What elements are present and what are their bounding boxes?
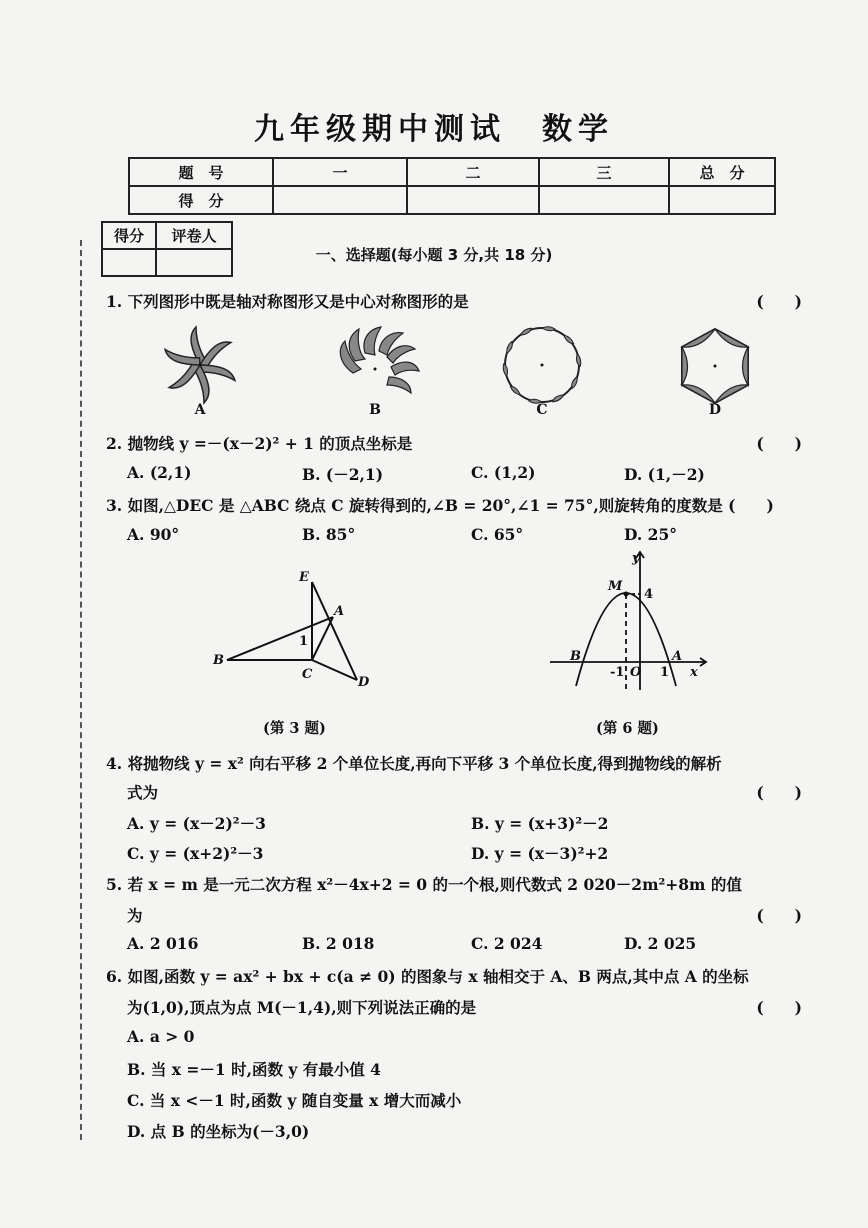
q1-figure-b — [325, 325, 425, 405]
question-4-stem-line2: 式为 — [127, 783, 159, 802]
q4-option-c: C. y = (x+2)²－3 — [127, 844, 264, 863]
section-heading: 一、选择题(每小题 3 分,共 18 分) — [315, 246, 553, 264]
q3-option-a: A. 90° — [127, 525, 180, 544]
score-cell — [407, 186, 539, 214]
exam-title: 九年级期中测试 数学 — [254, 112, 614, 147]
q6-option-c: C. 当 x <－1 时,函数 y 随自变量 x 增大而减小 — [127, 1091, 462, 1110]
q1-label-d: D — [708, 402, 722, 418]
q2-option-a: A. (2,1) — [127, 463, 192, 482]
q3-triangle-figure — [205, 565, 385, 695]
score-header-part2: 二 — [407, 158, 539, 186]
q6-option-b: B. 当 x =－1 时,函数 y 有最小值 4 — [127, 1060, 381, 1079]
fig6-tick-1: 1 — [660, 665, 670, 680]
q6-option-d: D. 点 B 的坐标为(－3,0) — [127, 1122, 310, 1141]
question-3-stem: 3. 如图,△DEC 是 △ABC 绕点 C 旋转得到的,∠B = 20°,∠1 = 75°,则旋转角的度数是 ( ) — [106, 496, 774, 515]
grader-score-label: 得分 — [102, 222, 156, 249]
fig6-tick-4: 4 — [644, 587, 654, 602]
fig6-x-axis-label: x — [690, 665, 698, 680]
score-header-part3: 三 — [539, 158, 669, 186]
fig6-point-a: A — [672, 649, 683, 664]
q1-figure-d — [665, 325, 765, 407]
answer-paren-1: ( ) — [756, 292, 802, 311]
question-1-stem: 1. 下列图形中既是轴对称图形又是中心对称图形的是 — [106, 292, 469, 311]
q3-option-d: D. 25° — [624, 525, 678, 544]
q3-option-c: C. 65° — [471, 525, 524, 544]
fig3-angle-1: 1 — [299, 634, 309, 649]
question-2-stem: 2. 抛物线 y =－(x－2)² + 1 的顶点坐标是 — [106, 434, 413, 453]
score-row-label: 得 分 — [129, 186, 273, 214]
q1-label-c: C — [536, 402, 548, 418]
score-header-total: 总 分 — [669, 158, 775, 186]
q5-option-d: D. 2 025 — [624, 934, 697, 953]
fig6-point-b: B — [570, 649, 581, 664]
q5-option-b: B. 2 018 — [302, 934, 375, 953]
fig3-point-e: E — [299, 570, 309, 585]
answer-paren-4: ( ) — [756, 783, 802, 802]
score-cell — [539, 186, 669, 214]
fig3-point-a: A — [334, 604, 345, 619]
q1-label-a: A — [194, 402, 206, 418]
question-6-stem-line1: 6. 如图,函数 y = ax² + bx + c(a ≠ 0) 的图象与 x 轴相交于 A、B 两点,其中点 A 的坐标 — [106, 967, 749, 986]
fig3-point-c: C — [302, 667, 313, 682]
q6-option-a: A. a > 0 — [127, 1027, 195, 1046]
answer-paren-2: ( ) — [756, 434, 802, 453]
fig6-vertex-m: M — [608, 579, 623, 594]
binding-dashed-line — [80, 240, 82, 1140]
q4-option-b: B. y = (x+3)²－2 — [471, 814, 609, 833]
q5-option-c: C. 2 024 — [471, 934, 543, 953]
q2-option-d: D. (1,－2) — [624, 465, 705, 484]
question-6-stem-line2: 为(1,0),顶点为点 M(－1,4),则下列说法正确的是 — [127, 998, 477, 1017]
score-header-item: 题 号 — [129, 158, 273, 186]
answer-paren-5: ( ) — [756, 906, 802, 925]
score-cell — [273, 186, 407, 214]
score-header-part1: 一 — [273, 158, 407, 186]
question-5-stem-line1: 5. 若 x = m 是一元二次方程 x²－4x+2 = 0 的一个根,则代数式 2 020－2m²+8m 的值 — [106, 875, 742, 894]
q4-option-d: D. y = (x－3)²+2 — [471, 844, 609, 863]
question-5-stem-line2: 为 — [127, 906, 143, 925]
q5-option-a: A. 2 016 — [127, 934, 199, 953]
fig6-tick-minus1: -1 — [610, 665, 625, 680]
q1-label-b: B — [369, 402, 381, 418]
q2-option-b: B. (－2,1) — [302, 465, 384, 484]
q4-option-a: A. y = (x－2)²－3 — [127, 814, 266, 833]
score-table — [128, 157, 776, 215]
answer-paren-6: ( ) — [756, 998, 802, 1017]
grader-name-label: 评卷人 — [156, 222, 232, 249]
fig3-point-d: D — [358, 675, 370, 690]
fig6-origin: O — [630, 665, 642, 680]
fig3-point-b: B — [213, 653, 224, 668]
fig3-caption: (第 3 题) — [263, 720, 326, 737]
q2-option-c: C. (1,2) — [471, 463, 536, 482]
q6-parabola-figure — [548, 550, 718, 695]
fig6-y-axis-label: y — [632, 551, 640, 566]
score-cell — [669, 186, 775, 214]
q3-option-b: B. 85° — [302, 525, 356, 544]
question-4-stem-line1: 4. 将抛物线 y = x² 向右平移 2 个单位长度,再向下平移 3 个单位长度,得到抛物线的解析 — [106, 754, 722, 773]
fig6-caption: (第 6 题) — [596, 720, 659, 737]
q1-figure-c — [497, 323, 587, 407]
q1-figure-a — [150, 325, 250, 405]
